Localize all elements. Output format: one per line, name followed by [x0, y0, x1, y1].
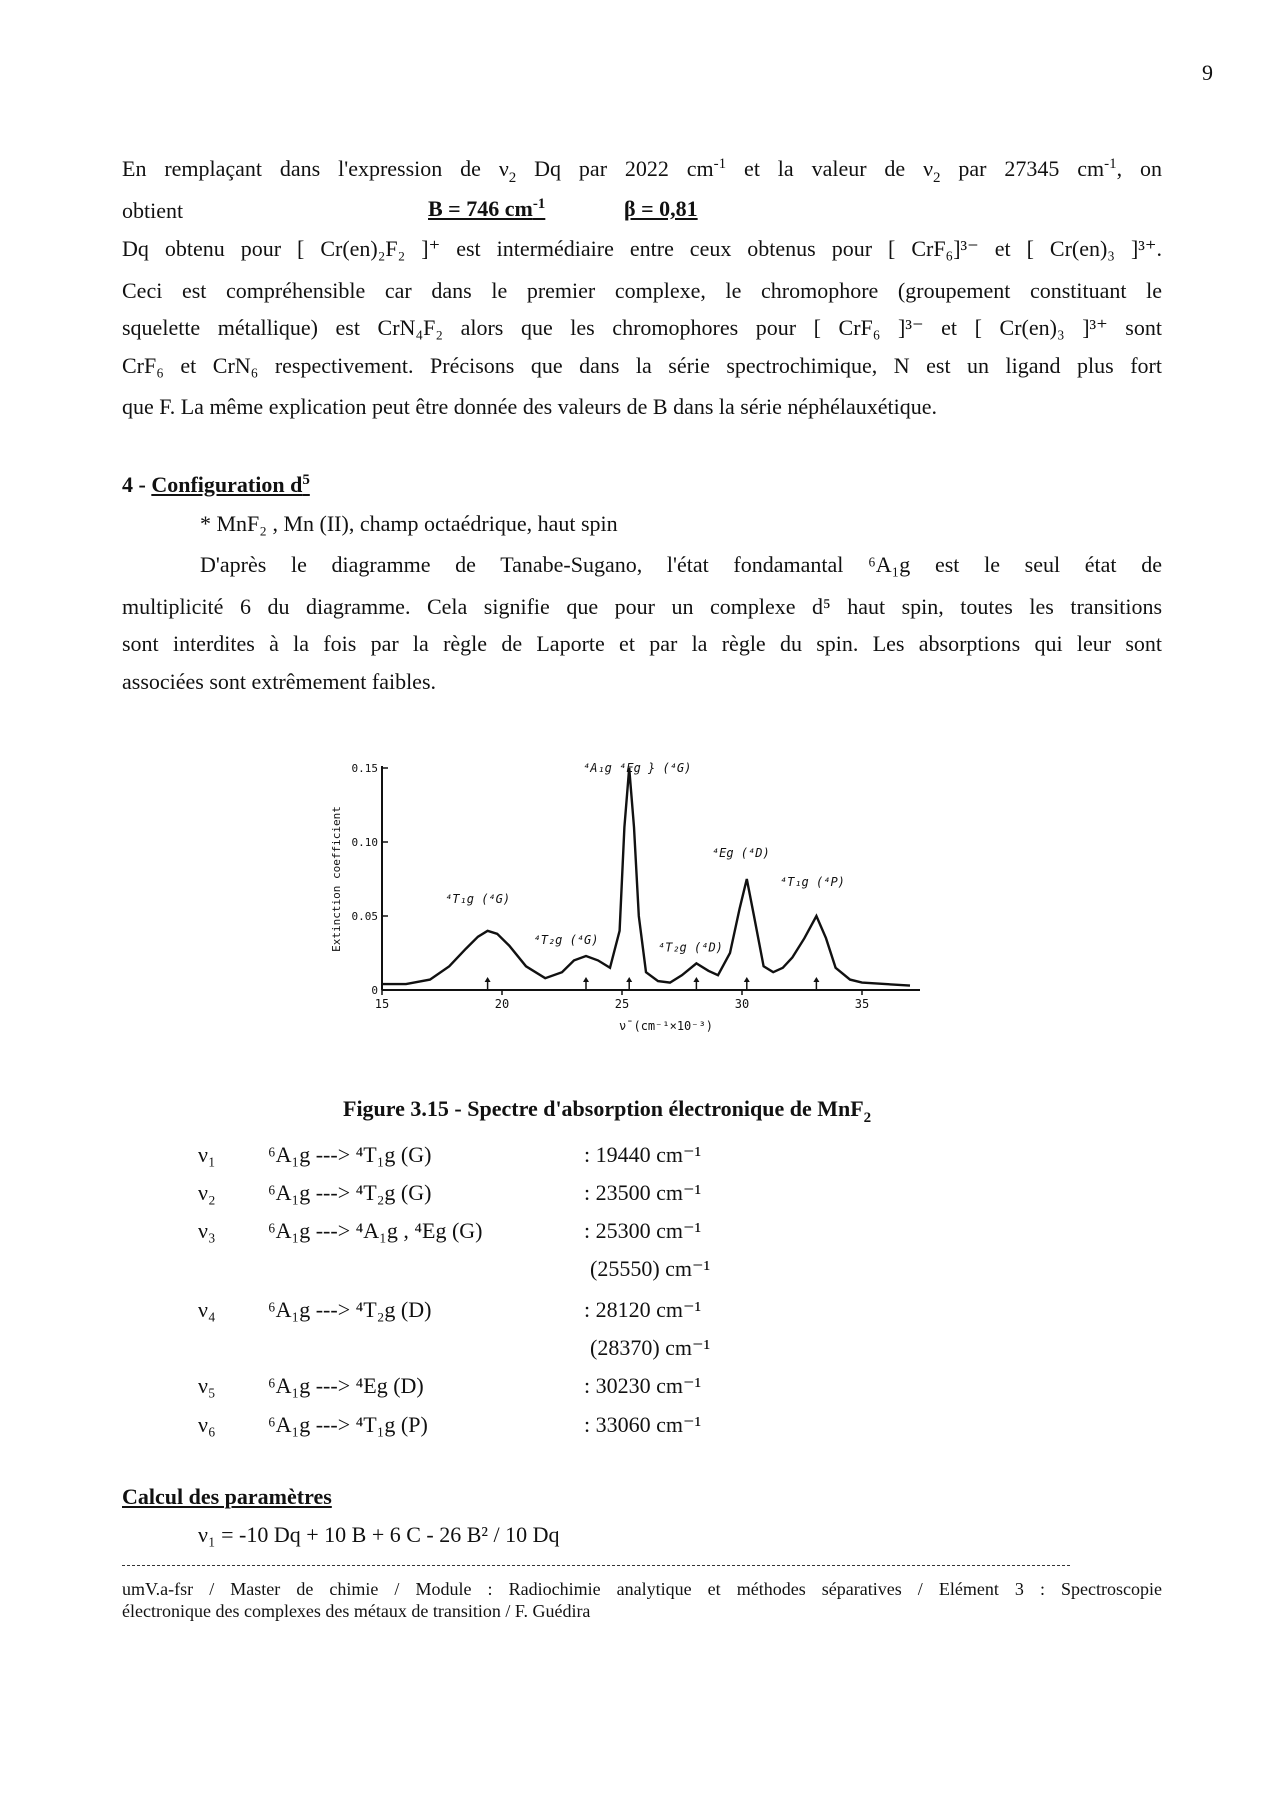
- x-tick-label: 15: [374, 997, 390, 1011]
- intro-line-6: CrF₆ et CrN₆ respectivement. Précisons que dans la série spectrochimique, N est un ligand plus fort: [122, 353, 1162, 378]
- calc-title: Calcul des paramètres: [122, 1484, 332, 1509]
- transition-nu: ν₅: [198, 1373, 216, 1398]
- transition-value: : 33060 cm⁻¹: [584, 1412, 702, 1437]
- transition-value: : 23500 cm⁻¹: [584, 1180, 702, 1205]
- peak-label: ⁴T₁g (⁴P): [779, 875, 845, 889]
- transition-value: (25550) cm⁻¹: [590, 1256, 711, 1281]
- section-heading: 4 - Configuration $d^5$: [122, 472, 310, 497]
- transition-nu: ν₃: [198, 1218, 216, 1243]
- obtient-label: obtient: [122, 198, 184, 223]
- peak-label: ⁴T₂g (⁴G): [533, 932, 599, 947]
- transition-label: ⁶A₁g ---> ⁴T₁g (P): [268, 1412, 428, 1437]
- page-number: 9: [1202, 60, 1213, 85]
- transition-label: ⁶A₁g ---> ⁴Eg (D): [268, 1373, 424, 1398]
- x-tick-label: 25: [614, 997, 630, 1011]
- x-tick-label: 35: [854, 997, 870, 1011]
- y-tick-label: 0.05: [351, 910, 378, 923]
- transition-value: : 30230 cm⁻¹: [584, 1373, 702, 1398]
- peak-label: ⁴A₁g ⁴Eg } (⁴G): [583, 761, 692, 775]
- peak-arrowhead: [693, 977, 699, 982]
- x-tick-label: 20: [494, 997, 510, 1011]
- peak-label: ⁴T₂g (⁴D): [657, 940, 723, 955]
- transition-value: : 25300 cm⁻¹: [584, 1218, 702, 1243]
- section-p2: multiplicité 6 du diagramme. Cela signifie que pour un complexe d⁵ haut spin, toutes les transitions: [122, 594, 1162, 619]
- section-p3: sont interdites à la fois par la règle de Laporte et par la règle du spin. Les absorptions qui leur sont: [122, 631, 1162, 656]
- transition-nu: ν₂: [198, 1180, 216, 1205]
- transition-label: ⁶A₁g ---> ⁴A₁g , ⁴Eg (G): [268, 1218, 483, 1243]
- intro-line-7: que F. La même explication peut être donnée des valeurs de B dans la série néphélauxétique.: [122, 394, 937, 419]
- peak-label: ⁴T₁g (⁴G): [445, 891, 511, 906]
- intro-line-3: Dq obtenu pour [ Cr(en)₂F₂ ]⁺ est intermédiaire entre ceux obtenus pour [ CrF₆]³⁻ et [ Cr(en)₃ ]³⁺.: [122, 236, 1162, 261]
- calc-equation-1: ν₁ = -10 Dq + 10 B + 6 C - 26 B² / 10 Dq: [198, 1522, 560, 1547]
- peak-arrowhead: [626, 977, 632, 982]
- footer-separator: [122, 1565, 1070, 1566]
- y-tick-label: 0.15: [351, 762, 378, 775]
- intro-line-1: En remplaçant dans l'expression de $\nu_2$ Dq par 2022 $cm^{-1}$ et la valeur de $\nu_2$ par 27345 $cm^{-1}$, on: [122, 156, 1163, 186]
- x-tick-label: 30: [734, 997, 750, 1011]
- section-p4: associées sont extrêmement faibles.: [122, 669, 437, 694]
- transition-label: ⁶A₁g ---> ⁴T₁g (G): [268, 1142, 432, 1167]
- intro-line-5: squelette métallique) est CrN₄F₂ alors que les chromophores pour [ CrF₆ ]³⁻ et [ Cr(en)₃ ]³⁺ sont: [122, 315, 1162, 340]
- footer-line-1: umV.a-fsr / Master de chimie / Module : Radiochimie analytique et méthodes séparatives / Elément 3 : Spectroscopie: [122, 1579, 1162, 1599]
- y-tick-label: 0: [371, 984, 378, 997]
- transition-label: ⁶A₁g ---> ⁴T₂g (G): [268, 1180, 432, 1205]
- footer-line-2: électronique des complexes des métaux de transition / F. Guédira: [122, 1601, 591, 1621]
- y-tick-label: 0.10: [351, 836, 378, 849]
- beta-result: β = 0,81: [624, 196, 698, 221]
- peak-arrowhead: [485, 977, 491, 982]
- peak-arrowhead: [744, 977, 750, 982]
- section-p1: D'après le diagramme de Tanabe-Sugano, l'état fondamantal ⁶A₁g est le seul état de: [200, 552, 1162, 577]
- y-axis-label: Extinction coefficient: [330, 806, 343, 952]
- transition-nu: ν₄: [198, 1297, 216, 1322]
- absorption-spectrum-chart: [320, 752, 960, 1057]
- transition-nu: ν₁: [198, 1142, 216, 1167]
- transition-value: : 19440 cm⁻¹: [584, 1142, 702, 1167]
- section-bullet: * MnF₂ , Mn (II), champ octaédrique, haut spin: [200, 511, 618, 536]
- peak-arrowhead: [583, 977, 589, 982]
- x-axis-label: ν̄ (cm⁻¹×10⁻³): [619, 1019, 713, 1033]
- transition-label: ⁶A₁g ---> ⁴T₂g (D): [268, 1297, 432, 1322]
- intro-line-4: Ceci est compréhensible car dans le premier complexe, le chromophore (groupement constituant le: [122, 278, 1162, 303]
- peak-arrowhead: [813, 977, 819, 982]
- transition-value: (28370) cm⁻¹: [590, 1335, 711, 1360]
- figure-caption: Figure 3.15 - Spectre d'absorption électronique de MnF$_2$: [343, 1096, 872, 1126]
- peak-label: ⁴Eg (⁴D): [711, 846, 770, 860]
- transition-value: : 28120 cm⁻¹: [584, 1297, 702, 1322]
- B-result: B = 746 $cm^{-1}$: [428, 196, 546, 221]
- transition-nu: ν₆: [198, 1412, 216, 1437]
